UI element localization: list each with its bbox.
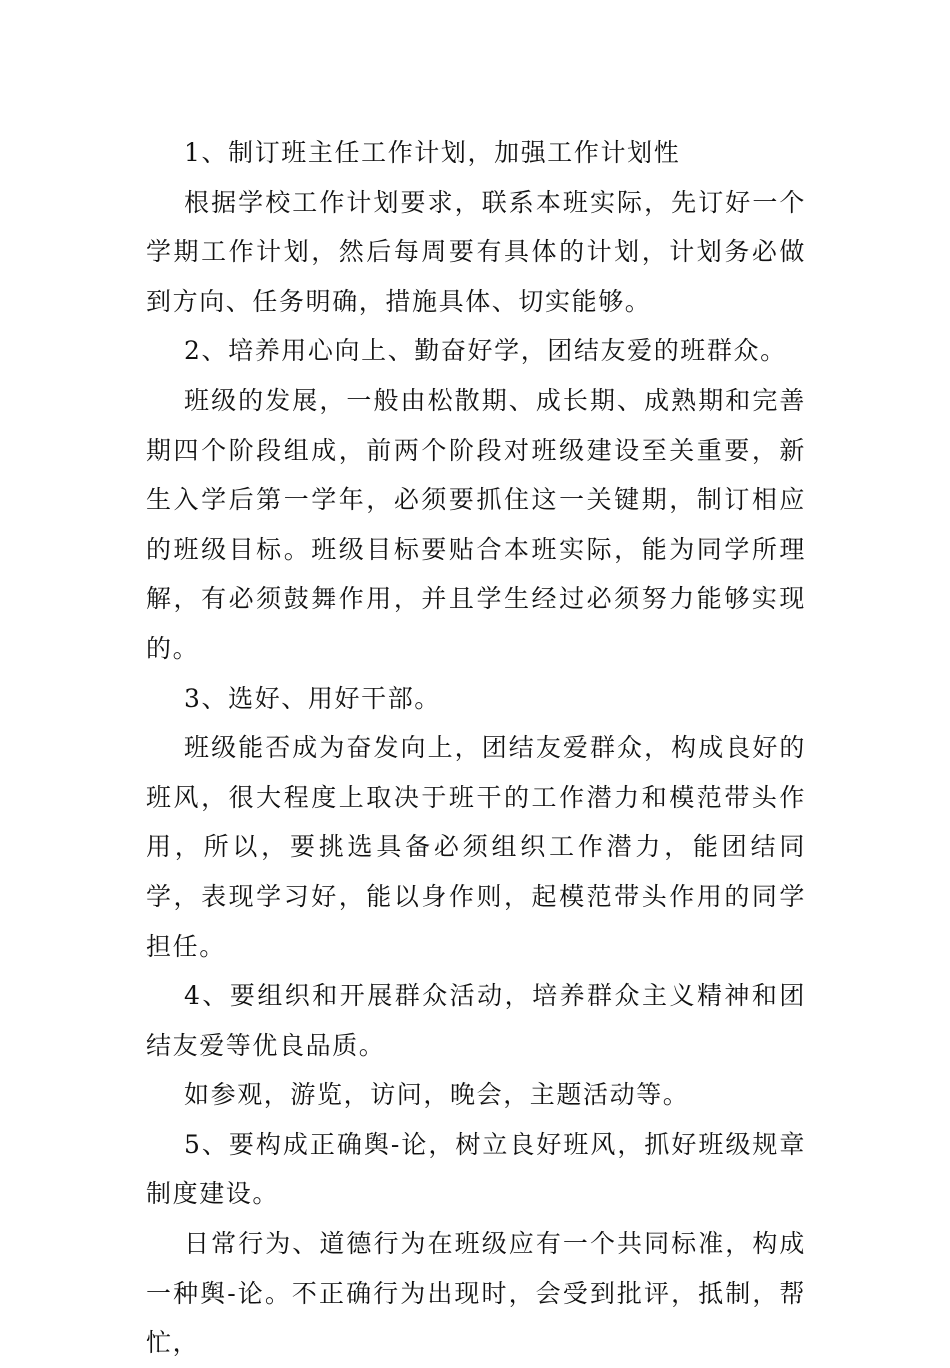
heading-5: 5、要构成正确舆-论，树立良好班风，抓好班级规章制度建设。 — [146, 1129, 806, 1209]
document-body — [146, 128, 806, 1368]
paragraph-1: 根据学校工作计划要求，联系本班实际，先订好一个学期工作计划，然后每周要有具体的计划，计划务必做到方向、任务明确，措施具体、切实能够。 — [146, 187, 806, 316]
paragraph-3: 班级能否成为奋发向上，团结友爱群众，构成良好的班风，很大程度上取决于班干的工作潜力和模范带头作用，所以，要挑选具备必须组织工作潜力，能团结同学，表现学习好，能以身作则，起模范带头作用的同学担任。 — [146, 733, 806, 961]
paragraph-2: 班级的发展，一般由松散期、成长期、成熟期和完善期四个阶段组成，前两个阶段对班级建设至关重要，新生入学后第一学年，必须要抓住这一关键期，制订相应的班级目标。班级目标要贴合本班实际，能为同学所理解，有必须鼓舞作用，并且学生经过必须努力能够实现的。 — [146, 385, 806, 663]
paragraph-4: 如参观，游览，访问，晚会，主题活动等。 — [184, 1080, 690, 1110]
heading-4: 4、要组织和开展群众活动，培养群众主义精神和团结友爱等优良品质。 — [146, 981, 806, 1060]
heading-2: 2、培养用心向上、勤奋好学，团结友爱的班群众。 — [184, 336, 787, 366]
heading-1: 1、制订班主任工作计划，加强工作计划性 — [184, 138, 681, 167]
paragraph-5: 日常行为、道德行为在班级应有一个共同标准，构成一种舆-论。不正确行为出现时，会受到批评，抵制，帮忙， — [146, 1229, 806, 1358]
heading-3: 3、选好、用好干部。 — [184, 683, 441, 713]
